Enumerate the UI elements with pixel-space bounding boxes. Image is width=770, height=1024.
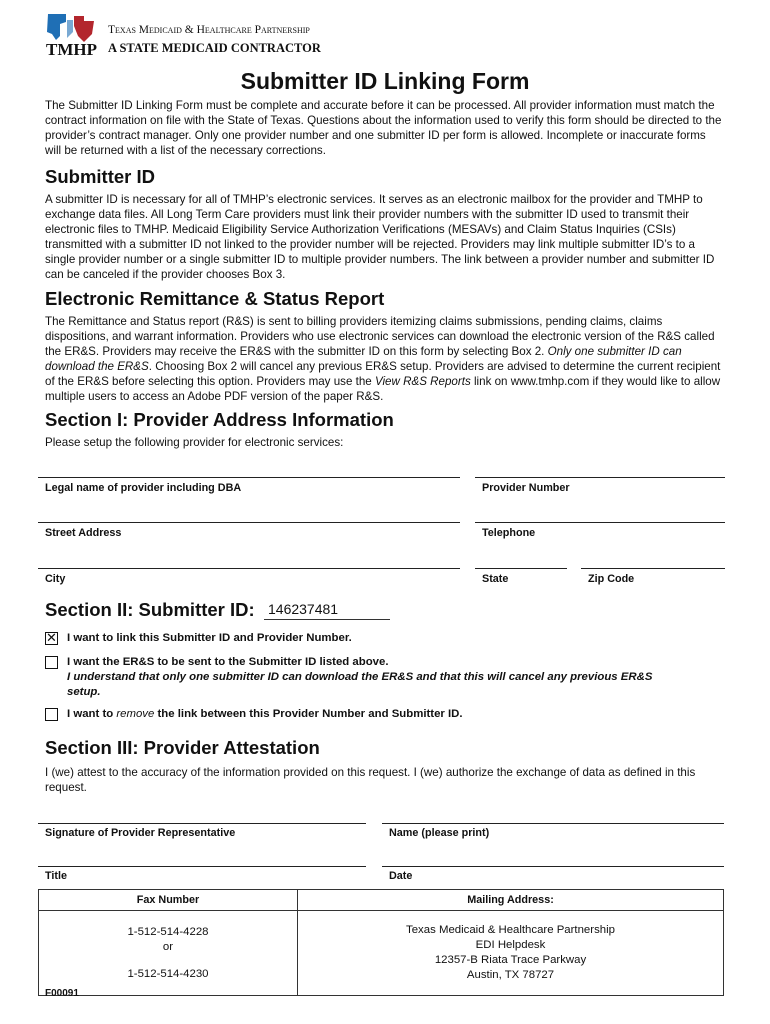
contact-table-header-row [39, 890, 724, 911]
remove-option-label [67, 707, 463, 722]
form-number: F00091 [45, 988, 79, 999]
legal-name-field[interactable] [38, 477, 460, 478]
mail-line-2: EDI Helpdesk [475, 939, 546, 951]
fax-number-1: 1-512-514-4228 [127, 925, 209, 938]
submitter-id-field[interactable] [264, 600, 390, 620]
ers-option-note: I understand that only one submitter ID can download the ER&S and that this will cancel any previous ER&S [67, 671, 653, 683]
submitter-id-heading: Submitter ID [45, 166, 155, 187]
org-subtitle: A STATE MEDICAID CONTRACTOR [108, 41, 321, 55]
section3-heading: Section III: Provider Attestation [45, 737, 320, 758]
ers-option-label: I want the ER&S to be sent to the Submitter ID listed above. [67, 656, 389, 668]
ers-checkbox[interactable] [45, 656, 58, 669]
street-address-field[interactable] [38, 522, 460, 523]
fax-or: or [162, 940, 174, 953]
fax-spacer [39, 955, 297, 967]
remove-text-2: the link between this Provider Number and Submitter ID. [154, 708, 463, 720]
org-name: Texas Medicaid & Healthcare Partnership [108, 24, 310, 36]
mail-line-1: Texas Medicaid & Healthcare Partnership [406, 924, 615, 936]
link-option-label: I want to link this Submitter ID and Provider Number. [67, 632, 352, 644]
intro-paragraph: The Submitter ID Linking Form must be complete and accurate before it can be processed. All provider information must match the contract information on file with the State of Texas. Questions about the information used to verify this form should be directed to the provider’s contract manager. Only one provider number and one submitter ID per form is allowed. Incomplete or inaccurate forms will be returned with a list of the necessary corrections. [45, 99, 722, 157]
section2-heading: Section II: Submitter ID: [45, 599, 255, 620]
zip-code-label: Zip Code [588, 573, 635, 585]
ers-option-note-end: setup. [67, 686, 101, 698]
page-title: Submitter ID Linking Form [240, 68, 530, 94]
date-field[interactable] [382, 866, 724, 867]
contact-table [38, 889, 724, 996]
city-label: City [45, 573, 66, 585]
zip-code-field[interactable] [581, 568, 725, 569]
signature-field[interactable] [38, 823, 366, 824]
submitter-id-value: 146237481 [268, 601, 339, 617]
title-field[interactable] [38, 866, 366, 867]
remove-italic: remove [116, 708, 155, 720]
legal-name-label: Legal name of provider including DBA [45, 482, 242, 494]
tmhp-logo [44, 12, 104, 58]
title-label: Title [45, 870, 67, 882]
attestation-paragraph: I (we) attest to the accuracy of the information provided on this request. I (we) authorize the exchange of data as defined in this request. [45, 766, 696, 794]
city-field[interactable] [38, 568, 460, 569]
mail-cell [298, 911, 724, 996]
ers-text-2: . Choosing Box 2 will cancel any previous ER&S setup. Providers are advised to determine the current recipient of the ER&S before selecting this option. Providers may use the [45, 359, 721, 388]
provider-number-label: Provider Number [482, 482, 570, 494]
street-address-label: Street Address [45, 527, 122, 539]
telephone-label: Telephone [482, 527, 536, 539]
fax-cell [39, 911, 298, 996]
state-label: State [482, 573, 509, 585]
mail-header: Mailing Address: [298, 890, 724, 911]
ers-heading: Electronic Remittance & Status Report [45, 288, 385, 309]
ers-paragraph [45, 315, 725, 404]
section1-subtext: Please setup the following provider for electronic services: [45, 436, 344, 449]
mail-line-4: Austin, TX 78727 [466, 969, 555, 981]
provider-number-field[interactable] [475, 477, 725, 478]
submitter-id-paragraph: A submitter ID is necessary for all of TMHP’s electronic services. It serves as an electronic mailbox for the provider and TMHP to exchange data files. All Long Term Care providers must link their provider numbers with the submitter ID used to transmit their electronic files to TMHP. Medicaid Eligibility Service Authorization Verifications (MESAVs) and Claim Status Inquiries (CSIs) transmitted with a submitter ID not linked to the provider number will be rejected. Providers may link multiple submitter ID’s to a single provider number or a single submitter ID to multiple provider numbers. The link between a provider number and submitter ID can be canceled if the provider chooses Box 3. [45, 193, 715, 281]
name-print-field[interactable] [382, 823, 724, 824]
signature-label: Signature of Provider Representative [45, 827, 236, 839]
logo-text: TMHP [46, 40, 97, 59]
link-checkbox[interactable] [45, 632, 58, 645]
date-label: Date [389, 870, 413, 882]
section1-heading: Section I: Provider Address Information [45, 409, 394, 430]
fax-header: Fax Number [39, 890, 298, 911]
mail-line-3: 12357-B Riata Trace Parkway [434, 954, 587, 966]
ers-italic-1: Only one submitter ID can download the ER&S [45, 344, 682, 373]
contact-table-body-row [39, 911, 724, 996]
name-print-label: Name (please print) [389, 827, 490, 839]
telephone-field[interactable] [475, 522, 725, 523]
fax-number-2: 1-512-514-4230 [127, 967, 209, 980]
remove-text-1: I want to [67, 708, 117, 720]
ers-text-1: The Remittance and Status report (R&S) is sent to billing providers itemizing claims submissions, pending claims, claims dispositions, and warrant information. Providers who use electronic services can download the electronic version of the R&S called the ER&S. Providers may receive the ER&S with the submitter ID on this form by selecting Box 2. [45, 315, 715, 358]
ers-italic-2: View R&S Reports [374, 374, 471, 388]
remove-link-checkbox[interactable] [45, 708, 58, 721]
state-field[interactable] [475, 568, 567, 569]
ers-text-3: link on www.tmhp.com if they would like to allow multiple users to access an Adobe PDF version of the paper R&S. [45, 374, 721, 403]
checked-x-icon: ✕ [46, 630, 57, 645]
